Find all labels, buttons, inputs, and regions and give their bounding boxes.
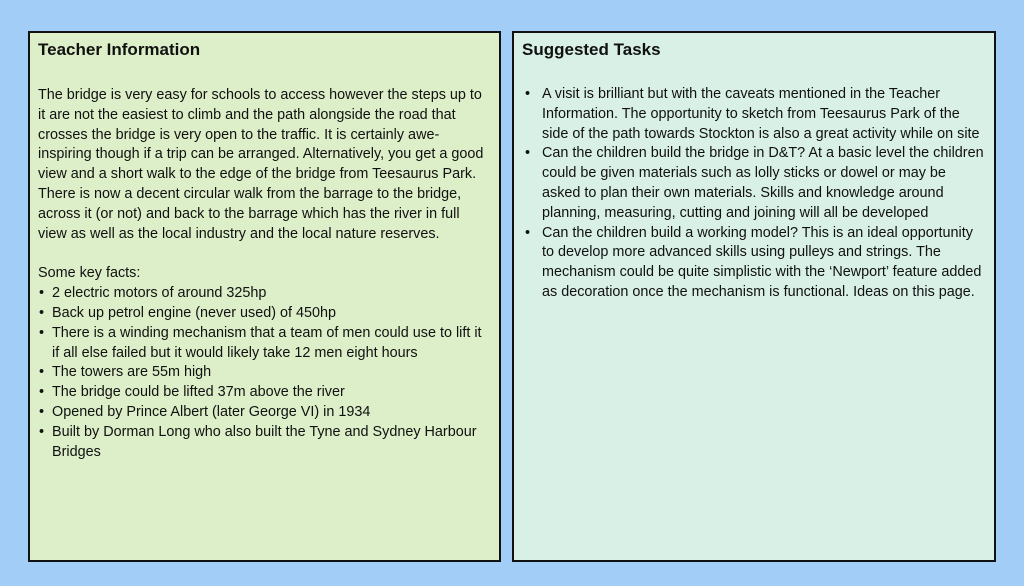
bullet-icon: • — [39, 423, 45, 440]
key-fact-item: • Back up petrol engine (never used) of 450hp — [38, 304, 491, 324]
task-item: • Can the children build the bridge in D&T? At a basic level the children could be given materials such as lolly sticks or dowel or may be asked to plan their own materials. Skills and knowledge around planning, measuring, cutting and joining will all be developed — [525, 145, 984, 221]
key-fact-item: • The towers are 55m high — [38, 363, 491, 383]
bullet-icon: • — [39, 285, 45, 302]
bullet-icon: • — [525, 86, 531, 102]
key-fact-item: • Built by Dorman Long who also built the Tyne and Sydney Harbour Bridges — [39, 423, 477, 460]
key-fact-item: • There is a winding mechanism that a team of men could use to lift it if all else failed but it would likely take 12 men eight hours — [39, 324, 482, 361]
task-item: • Can the children build a working model? This is an ideal opportunity to develop more advanced skills using pulleys and strings. The mechanism could be quite simplistic with the ‘Newport’ feature added as decoration once the mechanism is functional. Ideas on this page. — [525, 224, 982, 300]
key-fact-item: • 2 electric motors of around 325hp — [38, 284, 491, 304]
suggested-tasks-title: Suggested Tasks — [522, 40, 661, 59]
suggested-tasks-panel — [512, 31, 996, 562]
teacher-information-panel — [28, 31, 501, 562]
bullet-icon: • — [39, 304, 45, 321]
bullet-icon: • — [39, 364, 45, 381]
key-facts-heading: Some key facts: — [38, 265, 141, 282]
bullet-icon: • — [525, 224, 531, 241]
teacher-information-body: The bridge is very easy for schools to access however the steps up to it are not the easiest to climb and the path alongside the road that crosses the bridge is very open to the traffic. It is certainly awe-inspiring though if a trip can be arranged. Alternatively, you get a good view and a short walk to the edge of the bridge from Teesaurus Park. There is now a decent circular walk from the barrage to the bridge, across it (or not) and back to the barrage which has the river in full view as well as the local industry and the local nature reserves. — [38, 87, 484, 242]
bullet-icon: • — [39, 403, 45, 420]
bullet-icon: • — [39, 324, 45, 341]
suggested-tasks-list — [522, 85, 986, 303]
bullet-icon: • — [525, 145, 531, 162]
key-fact-item: • The bridge could be lifted 37m above the river — [38, 383, 491, 403]
teacher-information-title: Teacher Information — [38, 40, 201, 59]
key-facts-list — [38, 284, 491, 462]
task-item: • A visit is brilliant but with the caveats mentioned in the Teacher Information. The opportunity to sketch from Teesaurus Park of the side of the path towards Stockton is also a great activity while on site — [525, 86, 980, 142]
bullet-icon: • — [39, 384, 45, 401]
key-fact-item: • Opened by Prince Albert (later George VI) in 1934 — [38, 403, 491, 423]
